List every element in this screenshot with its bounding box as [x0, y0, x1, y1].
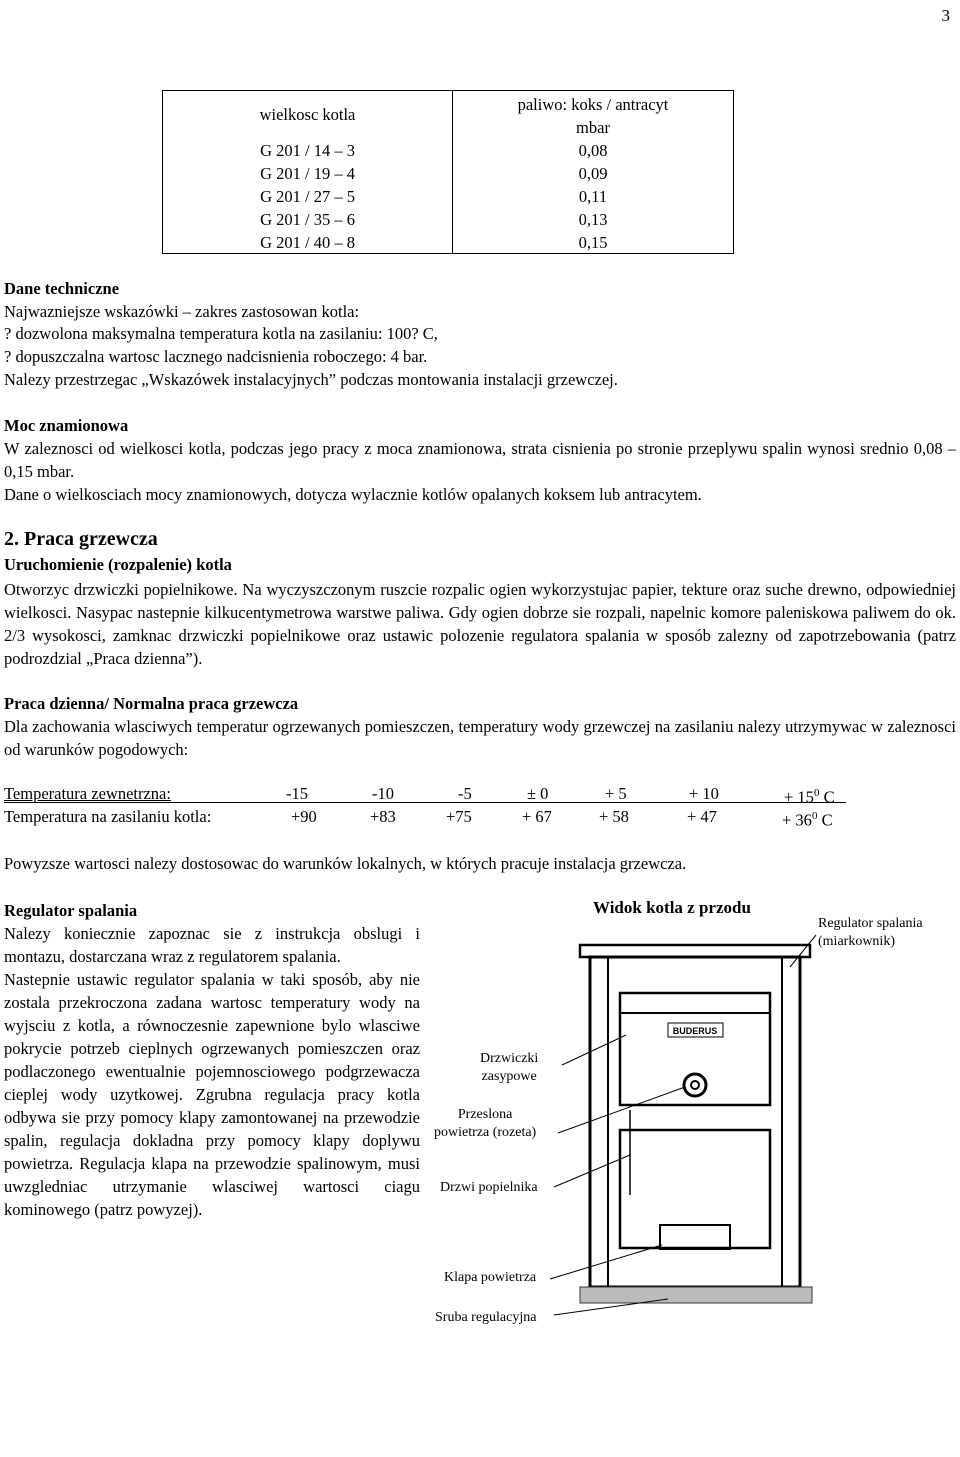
page-number: 3 [941, 6, 950, 25]
tech-line: Nalezy przestrzegac „Wskazówek instalacyjnych” podczas montowania instalacji grzewczej. [4, 370, 618, 389]
dzienna-heading: Praca dzienna/ Normalna praca grzewcza [4, 694, 299, 713]
air-rosette [684, 1074, 706, 1096]
temp-supply-value: + 67 [522, 807, 552, 826]
tech-heading: Dane techniczne [4, 279, 120, 298]
table-cell-size: G 201 / 27 – 5 [260, 187, 355, 206]
table-cell-size: G 201 / 19 – 4 [260, 164, 355, 183]
air-flap [660, 1225, 730, 1249]
regulator-paragraph: Nalezy koniecznie zapoznac sie z instrukcja obslugi i montazu, dostarczana wraz z regulatorem spalania. [4, 924, 420, 966]
section-subheading: Uruchomienie (rozpalenie) kotla [4, 555, 232, 574]
table-cell-value: 0,13 [578, 210, 608, 229]
temp-outdoor-value: -5 [458, 784, 472, 803]
temp-outdoor-label: Temperatura zewnetrzna: [4, 784, 171, 803]
label-regulator: Regulator spalania (miarkownik) [818, 916, 923, 949]
label-przeslona: Przeslona powietrza (rozeta) [434, 1107, 537, 1140]
label-sruba: Sruba regulacyjna [435, 1310, 537, 1325]
temp-supply-value: +83 [370, 807, 396, 826]
temp-supply-value: +90 [291, 807, 317, 826]
temp-supply-value: +75 [446, 807, 472, 826]
moc-heading: Moc znamionowa [4, 416, 129, 435]
table-header-fuel: paliwo: koks / antracyt [517, 95, 669, 114]
table-cell-value: 0,09 [578, 164, 608, 183]
boiler-diagram [430, 895, 958, 1335]
table-cell-size: G 201 / 35 – 6 [260, 210, 355, 229]
praca-paragraph: Otworzyc drzwiczki popielnikowe. Na wyczyszczonym ruszcie rozpalic ogien wykorzystujac papier, tekture oraz suche drewno, odpowiedniej wielkosci. Nasypac nastepnie kilkucentymetrowa warstwe paliwa. Gdy ogien dobrze sie rozpali, napelnic komore paleniskowa paliwem do ok. 2/3 wysokosci, zamknac drzwiczki popielnikowe oraz ustawic polozenie regulatora spalania w sposób zalezny od zapotrzebowania (patrz podrozdzial „Praca dzienna”). [4, 580, 956, 668]
regulator-section [4, 899, 420, 1221]
section-heading: 2. Praca grzewcza [4, 528, 158, 550]
table-cell-value: 0,08 [578, 141, 608, 160]
boiler-base [580, 1287, 812, 1303]
temp-row-supply [4, 805, 954, 830]
table-header-size: wielkosc kotla [259, 105, 356, 124]
temp-supply-value: + $36^0$ C [782, 810, 833, 830]
label-drzwi-popielnika: Drzwi popielnika [440, 1180, 538, 1195]
temp-outdoor-value: + 10 [689, 784, 719, 803]
temp-supply-value: + 58 [599, 807, 629, 826]
table-cell-size: G 201 / 14 – 3 [260, 141, 355, 160]
table-cell-value: 0,11 [578, 187, 608, 206]
pressure-table [162, 90, 734, 254]
dzienna-paragraph: Dla zachowania wlasciwych temperatur ogrzewanych pomieszczen, temperatury wody grzewczej na zasilaniu nalezy utrzymywac w zaleznosci od warunków pogodowych: [4, 717, 956, 759]
temp-outdoor-value: -15 [286, 784, 308, 803]
brand-plate: BUDERUS [672, 1026, 718, 1036]
temp-row-outdoor [4, 782, 954, 807]
temp-outdoor-value: + $15^0$ C [784, 787, 835, 807]
temp-supply-value: + 47 [687, 807, 717, 826]
temp-underline [4, 802, 846, 803]
temp-supply-label: Temperatura na zasilaniu kotla: [4, 807, 212, 826]
regulator-heading: Regulator spalania [4, 901, 138, 920]
diagram-title: Widok kotla z przodu [593, 898, 751, 917]
tech-line: ? dozwolona maksymalna temperatura kotla na zasilaniu: 100? C, [4, 324, 438, 343]
temp-outdoor-value: -10 [372, 784, 394, 803]
moc-paragraph: Dane o wielkosciach mocy znamionowych, dotycza wylacznie kotlów opalanych koksem lub antracytem. [4, 485, 702, 504]
tech-line: Najwazniejsze wskazówki – zakres zastosowan kotla: [4, 302, 360, 321]
boiler-body [590, 957, 800, 1287]
regulator-paragraph: Nastepnie ustawic regulator spalania w taki sposób, aby nie zostala przekroczona zadana wartosc temperatury wody na wyjsciu z kotla, a równoczesnie zapewnione bylo wlasciwe pokrycie potrzeb cieplnych ogrzewanych pomieszczen oraz podlaczonego ewentualnie pojemnosciowego podgrzewacza cieplej wody uzytkowej. Zgrubna regulacja pracy kotla odbywa sie przy pomocy klapy zamontowanej na przewodzie spalin, regulacja dokladna przy pomocy klapy doplywu powietrza. Regulacja klapa na przewodzie spalinowym, musi uwzgledniac utrzymanie wlasciwej wartosci ciagu kominowego (patrz powyzej). [4, 970, 420, 1219]
ash-door [620, 1130, 770, 1248]
temp-outdoor-value: + 5 [605, 784, 627, 803]
boiler-top-cover [580, 945, 810, 957]
moc-paragraph: W zaleznosci od wielkosci kotla, podczas jego pracy z moca znamionowa, strata cisnienia po stronie przeplywu spalin wynosi srednio 0,08 – 0,15 mbar. [4, 439, 956, 481]
table-header-unit: mbar [576, 118, 610, 137]
tech-line: ? dopuszczalna wartosc lacznego nadcisnienia roboczego: 4 bar. [4, 347, 428, 366]
label-klapa: Klapa powietrza [444, 1270, 537, 1285]
boiler-drawing [430, 895, 958, 1335]
table-cell-value: 0,15 [578, 233, 608, 252]
temp-note: Powyzsze wartosci nalezy dostosowac do warunków lokalnych, w których pracuje instalacja grzewcza. [4, 854, 687, 873]
table-cell-size: G 201 / 40 – 8 [260, 233, 355, 252]
label-drzwiczki: Drzwiczki zasypowe [480, 1051, 539, 1084]
temp-outdoor-value: ± 0 [527, 784, 549, 803]
